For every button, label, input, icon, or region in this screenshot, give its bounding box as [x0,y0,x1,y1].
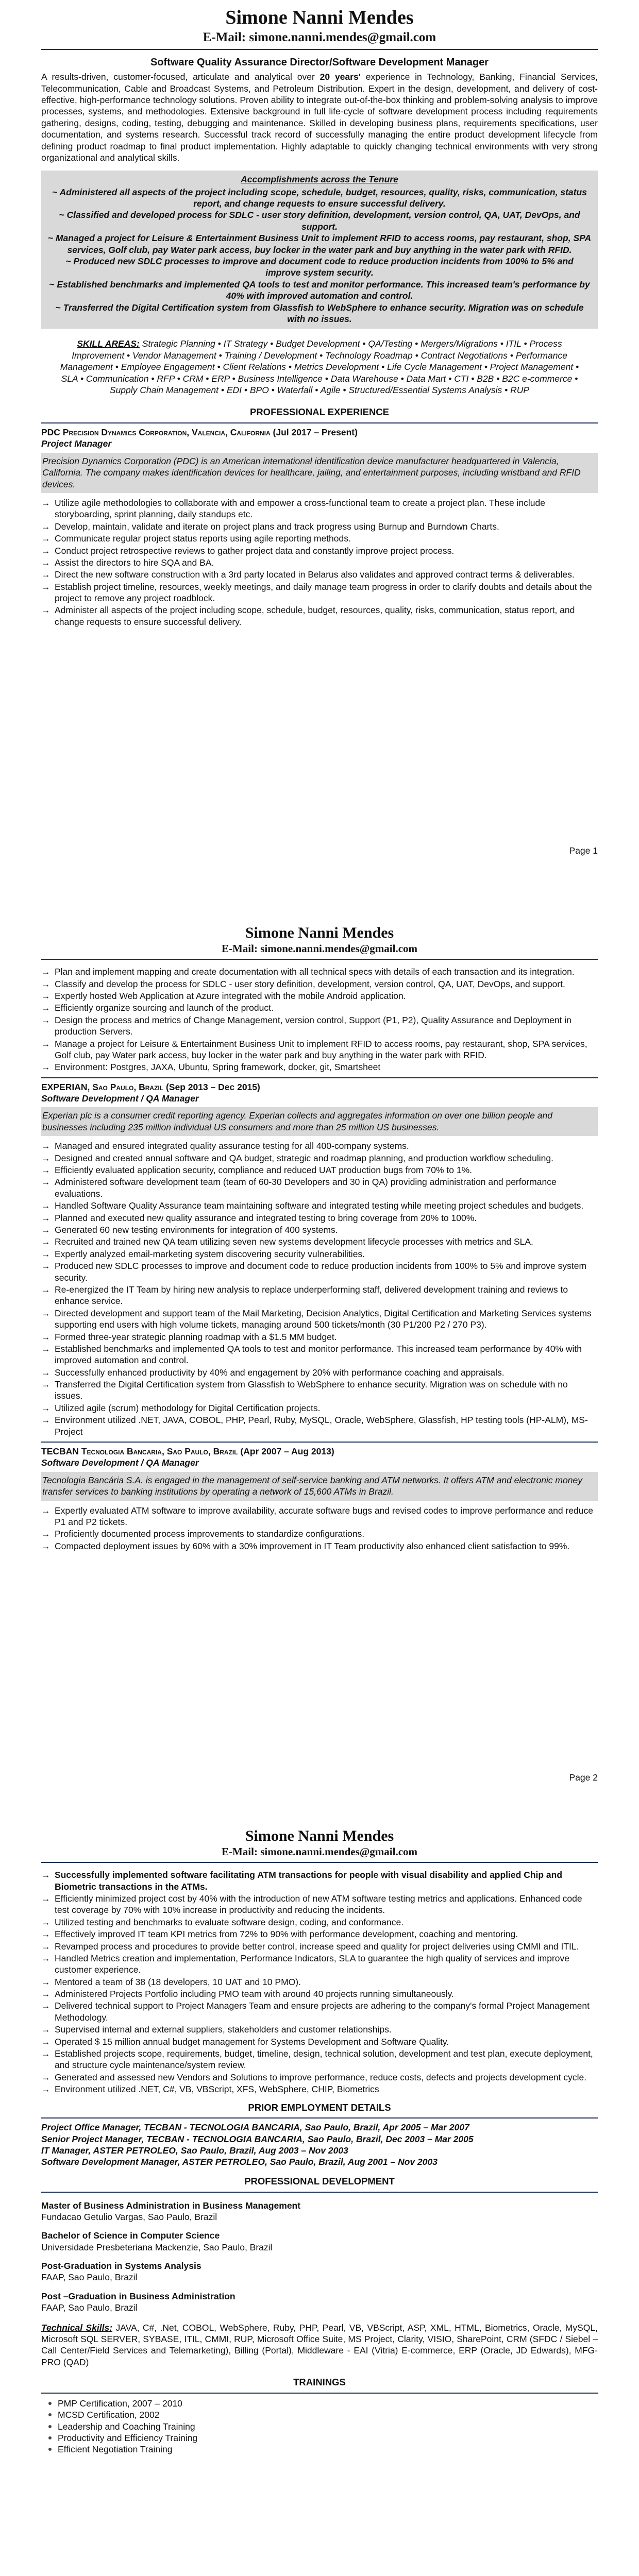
school: FAAP, Sao Paulo, Brazil [41,2302,138,2313]
list-item: → Established projects scope, requirements, budget, timeline, design, technical solution, development and test plan, execute deployment, and structure cycle maintenance/system review. [41,2048,593,2071]
prior-employment-list [41,2122,598,2168]
list-item: → Managed and ensured integrated quality assurance testing for all 400-company systems. [41,1141,409,1151]
list-item: → Proficiently documented process improvements to standardize configurations. [41,1529,365,1539]
list-item: → Handled Metrics creation and implementation, Performance Indicators, SLA to guarantee the high quality of services and improve customer experience. [41,1953,570,1975]
list-item: → Effectively improved IT team KPI metrics from 72% to 90% with performance development, coaching and mentoring. [41,1929,518,1940]
degree: Bachelor of Science in Computer Science [41,2230,220,2241]
list-item: → Expertly analyzed email-marketing system discovering security vulnerabilities. [41,1248,365,1259]
list-item: → Direct the new software construction with a 3rd party located in Belarus also validates and approved contract terms & deliverables. [41,569,575,580]
list-item: → Utilized agile (scrum) methodology for Digital Certification projects. [41,1402,321,1413]
accomplishment-item: ~ Produced new SDLC processes to improve and document code to reduce production incidents from 100% to 5% and improve system security. [65,256,574,278]
list-item: → Communicate regular project status reports using agile reporting methods. [41,533,351,544]
school: FAAP, Sao Paulo, Brazil [41,2272,138,2283]
list-item: Efficient Negotiation Training [46,2444,598,2455]
resume-page-1 [0,0,639,903]
tecban-highlight-list [41,1869,598,1892]
candidate-name: Simone Nanni Mendes [245,924,394,941]
accomplishments-box [41,171,598,329]
accomplishment-item: ~ Transferred the Digital Certification system from Glassfish to WebSphere to enhance security. Migration was on schedule with no issues. [55,302,584,324]
list-item: → Designed and created annual software and QA budget, strategic and roadmap planning, and production workflow scheduling. [41,1153,553,1163]
role-pdc: Project Manager [41,438,112,449]
education-entry [41,2291,598,2314]
prior-job: Software Development Manager, ASTER PETROLEO, Sao Paulo, Brazil, Aug 2001 – Nov 2003 [41,2157,438,2167]
resume-page-2 [0,903,639,1806]
header-divider [41,49,598,50]
education-entry [41,2200,598,2223]
candidate-email: E-Mail: simone.nanni.mendes@gmail.com [203,30,436,44]
degree: Post-Graduation in Systems Analysis [41,2261,201,2272]
candidate-name: Simone Nanni Mendes [245,1827,394,1844]
list-item: → Administer all aspects of the project including scope, schedule, budget, resources, quality, risks, communication, status report, and change requests to ensure successful delivery. [41,605,575,627]
list-item: → Directed development and support team of the Mail Marketing, Decision Analytics, Digital Certification and Marketing Services systems supporting end users with high volume tickets, managing around 500 tickets/month (30 P1/200 P2 / 270 P3). [41,1308,592,1330]
list-item: → Generated 60 new testing environments for integration of 400 systems. [41,1225,338,1235]
list-item: → Expertly hosted Web Application at Azure integrated with the mobile Android application. [41,990,406,1001]
list-item: → Operated $ 15 million annual budget management for Systems Development and Software Quality. [41,2036,449,2047]
accomplishment-item: ~ Administered all aspects of the project including scope, schedule, budget, resources, quality, risks, communication, status report, and change requests to ensure successful delivery. [52,187,587,209]
accomplishments-heading: Accomplishments across the Tenure [241,174,398,185]
role-tecban: Software Development / QA Manager [41,1458,199,1468]
list-item: → Delivered technical support to Project Managers Team and ensure projects are adhering to the company's formal Project Management Methodology. [41,2001,590,2023]
list-item: PMP Certification, 2007 – 2010 [46,2398,598,2409]
company-description-pdc: Precision Dynamics Corporation (PDC) is an American international identification device manufacturer headquartered in Valencia, California. The company makes identification devices for healthcare, jailing, and entertainment purposes, including wristband and RFID devices. [41,453,598,493]
tecban-duties-list-continued [41,1893,598,2095]
list-item: → Plan and implement mapping and create documentation with all technical specs with details of each transaction and its integration. [41,967,575,977]
list-item: → Recruited and trained new QA team utilizing seven new systems development lifecycle processes with metrics and SLA. [41,1236,533,1247]
experian-duties-list [41,1140,598,1437]
list-item: Productivity and Efficiency Training [46,2432,598,2444]
list-item: → Successfully enhanced productivity by 40% and engagement by 20% with performance coaching and appraisals. [41,1367,505,1378]
list-item: → Compacted deployment issues by 60% with a 30% improvement in IT Team productivity also enhanced client satisfaction to 99%. [41,1540,570,1551]
company-description-tecban: Tecnologia Bancária S.A. is engaged in the management of self-service banking and ATM networks. It offers ATM and electronic money transfer services to banking institutions by operating a network of 15,600 ATMs in Brazil. [41,1472,598,1501]
list-item: → Handled Software Quality Assurance team maintaining software and integrated testing while meeting project schedules and budgets. [41,1200,584,1211]
company-description-experian: Experian plc is a consumer credit reporting agency. Experian collects and aggregates information on over one billion people and businesses including 235 million individual US consumers and more than 25 million US businesses. [41,1107,598,1136]
list-item: → Design the process and metrics of Change Management, version control, Support (P1, P2), Quality Assurance and Deployment in production Servers. [41,1014,571,1037]
company-tecban: TECBAN Tecnologia Bancaria, Sao Paulo, Brazil (Apr 2007 – Aug 2013) [41,1442,598,1457]
accomplishment-item: ~ Classified and developed process for SDLC - user story definition, development, version control, QA, UAT, DevOps, and support. [59,210,580,232]
page-number: Page 1 [569,845,598,856]
list-item: → Environment: Postgres, JAXA, Ubuntu, Spring framework, docker, git, Smartsheet [41,1062,381,1073]
skill-areas: SKILL AREAS: Strategic Planning • IT Strategy • Budget Development • QA/Testing • Mergers/Migrations • ITIL • Process Improvement • Vendor Management • Training / Development • Technology Roadmap • Contract Negotiations • Performance Management • Employee Engagement • Client Relations • Metrics Development • Life Cycle Management • Project Management • SLA • Communication • RFP • CRM • ERP • Business Intelligence • Data Warehouse • Data Mart • CTI • B2B • B2C e-commerce • Supply Chain Management • EDI • BPO • Waterfall • Agile • Structured/Essential Systems Analysis • RUP [60,338,579,395]
section-divider [41,2393,598,2394]
candidate-email: E-Mail: simone.nanni.mendes@gmail.com [221,942,418,955]
company-pdc: PDC Precision Dynamics Corporation, Valencia, California (Jul 2017 – Present) [41,422,598,438]
list-item: → Formed three-year strategic planning roadmap with a $1.5 MM budget. [41,1331,337,1342]
section-divider [41,2192,598,2193]
list-item: → Assist the directors to hire SQA and BA. [41,557,214,568]
section-divider [41,2117,598,2119]
list-item: → Manage a project for Leisure & Entertainment Business Unit to implement RFID to access rooms, pay restaurant, shop, SPA services, Golf club, pay Water park access, buy locker in the water park and buy anything in the water park with RFID. [41,1038,587,1060]
resume-header [41,1806,598,1858]
list-item: → Successfully implemented software facilitating ATM transactions for people with visual disability and applied Chip and Biometric transactions in the ATMs. [41,1870,563,1892]
company-experian: EXPERIAN, Sao Paulo, Brazil (Sep 2013 – Dec 2015) [41,1077,598,1093]
list-item: → Efficiently organize sourcing and launch of the product. [41,1003,274,1013]
degree: Post –Graduation in Business Administration [41,2291,236,2301]
pdc-duties-list-continued [41,966,598,1073]
list-item: → Established benchmarks and implemented QA tools to test and monitor performance. This increased team performance by 40% with improved automation and control. [41,1343,582,1366]
tecban-duties-list [41,1505,598,1552]
list-item: → Transferred the Digital Certification system from Glassfish to WebSphere to enhance security. Migration was on schedule with no issues. [41,1379,568,1401]
list-item: → Efficiently evaluated application security, compliance and reduced UAT production bugs from 70% to 1%. [41,1165,472,1176]
prior-employment-heading: PRIOR EMPLOYMENT DETAILS [248,2102,391,2113]
list-item: → Classify and develop the process for SDLC - user story definition, development, version control, QA, UAT, DevOps, and support. [41,978,565,989]
list-item: → Develop, maintain, validate and iterate on project plans and track progress using Burnup and Burndown Charts. [41,521,499,532]
list-item: → Utilize agile methodologies to collaborate with and empower a cross-functional team to create a project plan. These include storyboarding, sprint planning, daily standups etc. [41,497,546,520]
resume-title: Software Quality Assurance Director/Software Development Manager [150,56,489,68]
education-entry [41,2230,598,2253]
accomplishment-item: ~ Established benchmarks and implemented QA tools to test and monitor performance. This increased team's performance by 40% with improved automation and control. [49,279,590,301]
prior-job: Project Office Manager, TECBAN - TECNOLOGIA BANCARIA, Sao Paulo, Brazil, Apr 2005 – Mar 2007 [41,2122,469,2133]
list-item: → Generated and assessed new Vendors and Solutions to improve performance, reduce costs, defects and projects development cycle. [41,2072,587,2082]
degree: Master of Business Administration in Business Management [41,2200,301,2211]
list-item: → Revamped process and procedures to provide better control, increase speed and quality for project deliveries using CMMI and ITIL. [41,1941,579,1952]
list-item: → Efficiently minimized project cost by 40% with the introduction of new ATM software testing metrics and applications. Enhanced code test coverage by 70% with 10% increase in productivity and reducing the incidents. [41,1893,582,1916]
summary-paragraph: A results-driven, customer-focused, articulate and analytical over 20 years' experience in Technology, Banking, Financial Services, Telecommunication, Cable and Broadcast Systems, and Petroleum Distribution. Expert in the design, development, and delivery of cost-effective, high-performance technology solutions. Proven ability to integrate out-of-the-box thinking and problem-solving analysis to improve processes, systems, and methodologies. Extensive background in full life-cycle of software development process including requirements gathering, designs, coding, testing, debugging and maintenance. Skilled in developing business plans, requirements specifications, user documentation, and systems research. Successful track record of successfully managing the entire product development lifecycle from defining product roadmap to final product implementation. Highly adaptable to quickly changing technical environments with very strong organizational and analytical skills. [41,72,598,163]
list-item: Leadership and Coaching Training [46,2421,598,2432]
list-item: MCSD Certification, 2002 [46,2409,598,2420]
prior-job: Senior Project Manager, TECBAN - TECNOLOGIA BANCARIA, Sao Paulo, Brazil, Dec 2003 – Mar 2005 [41,2133,474,2144]
list-item: → Expertly evaluated ATM software to improve availability, accurate software bugs and revised codes to improve performance and reduce P1 and P2 tickets. [41,1505,594,1527]
trainings-list [41,2398,598,2455]
role-experian: Software Development / QA Manager [41,1093,199,1104]
header-divider [41,959,598,960]
accomplishment-item: ~ Managed a project for Leisure & Entertainment Business Unit to implement RFID to access rooms, pay restaurant, shop, SPA services, Golf club, pay Water park access, buy locker in the water park and buy anything in the water park with RFID. [47,233,592,255]
prior-job: IT Manager, ASTER PETROLEO, Sao Paulo, Brazil, Aug 2003 – Nov 2003 [41,2145,348,2156]
list-item: → Administered software development team (team of 60-30 Developers and 30 in QA) providing administration and performance evaluations. [41,1177,557,1199]
school: Universidade Presbeteriana Mackenzie, Sao Paulo, Brazil [41,2242,273,2252]
list-item: → Environment utilized .NET, JAVA, COBOL, PHP, Pearl, Ruby, MySQL, Oracle, WebSphere, Glassfish, HP testing tools (HP-ALM), MS- Project [41,1415,588,1437]
list-item: → Environment utilized .NET, C#, VB, VBScript, XFS, WebSphere, CHIP, Biometrics [41,2084,379,2095]
professional-development-heading: PROFESSIONAL DEVELOPMENT [244,2175,395,2187]
list-item: → Administered Projects Portfolio including PMO team with around 40 projects running simultaneously. [41,1989,454,1999]
list-item: → Re-energized the IT Team by hiring new analysis to replace underperforming staff, delivered development training and reviews to enhance service. [41,1284,568,1307]
resume-header [41,903,598,955]
list-item: → Planned and executed new quality assurance and integrated testing to bring coverage from 20% to 100%. [41,1212,477,1223]
candidate-email: E-Mail: simone.nanni.mendes@gmail.com [221,1845,418,1858]
technical-skills: Technical Skills: JAVA, C#, .Net, COBOL, WebSphere, Ruby, PHP, Pearl, VB, VBScript, ASP, XML, HTML, Biometrics, Oracle, MySQL, Microsoft SQL SERVER, SYBASE, ITIL, CMMI, RUP, Microsoft Office Suite, MS Project, Clarity, VISIO, SharePoint, CRM (SFDC / Siebel – Call Center/Field Services and Telemarketing), Billing (Portal), Middleware - EAI (Vitria) E-commerce, ERP (Oracle, JD Edwards), MFG-PRO (QAD) [41,2322,598,2367]
resume-page-3 [0,1806,639,2576]
education-entry [41,2260,598,2283]
resume-header [41,0,598,45]
trainings-heading: TRAININGS [293,2377,346,2388]
page-number: Page 2 [569,1772,598,1783]
candidate-name: Simone Nanni Mendes [225,7,414,28]
experience-heading: PROFESSIONAL EXPERIENCE [249,406,390,418]
list-item: → Supervised internal and external suppliers, stakeholders and customer relationships. [41,2024,392,2035]
pdc-duties-list [41,497,598,628]
list-item: → Utilized testing and benchmarks to evaluate software design, coding, and conformance. [41,1917,404,1927]
header-divider [41,1862,598,1863]
list-item: → Establish project timeline, resources, weekly meetings, and daily manage team progress in order to clarify doubts and details about the project to remove any project roadblock. [41,581,592,604]
school: Fundacao Getulio Vargas, Sao Paulo, Brazil [41,2211,217,2222]
list-item: → Conduct project retrospective reviews to gather project data and constantly improve project process. [41,545,455,556]
list-item: → Produced new SDLC processes to improve and document code to reduce production incidents from 100% to 5% and improve system security. [41,1261,587,1283]
list-item: → Mentored a team of 38 (18 developers, 10 UAT and 10 PMO). [41,1976,301,1987]
